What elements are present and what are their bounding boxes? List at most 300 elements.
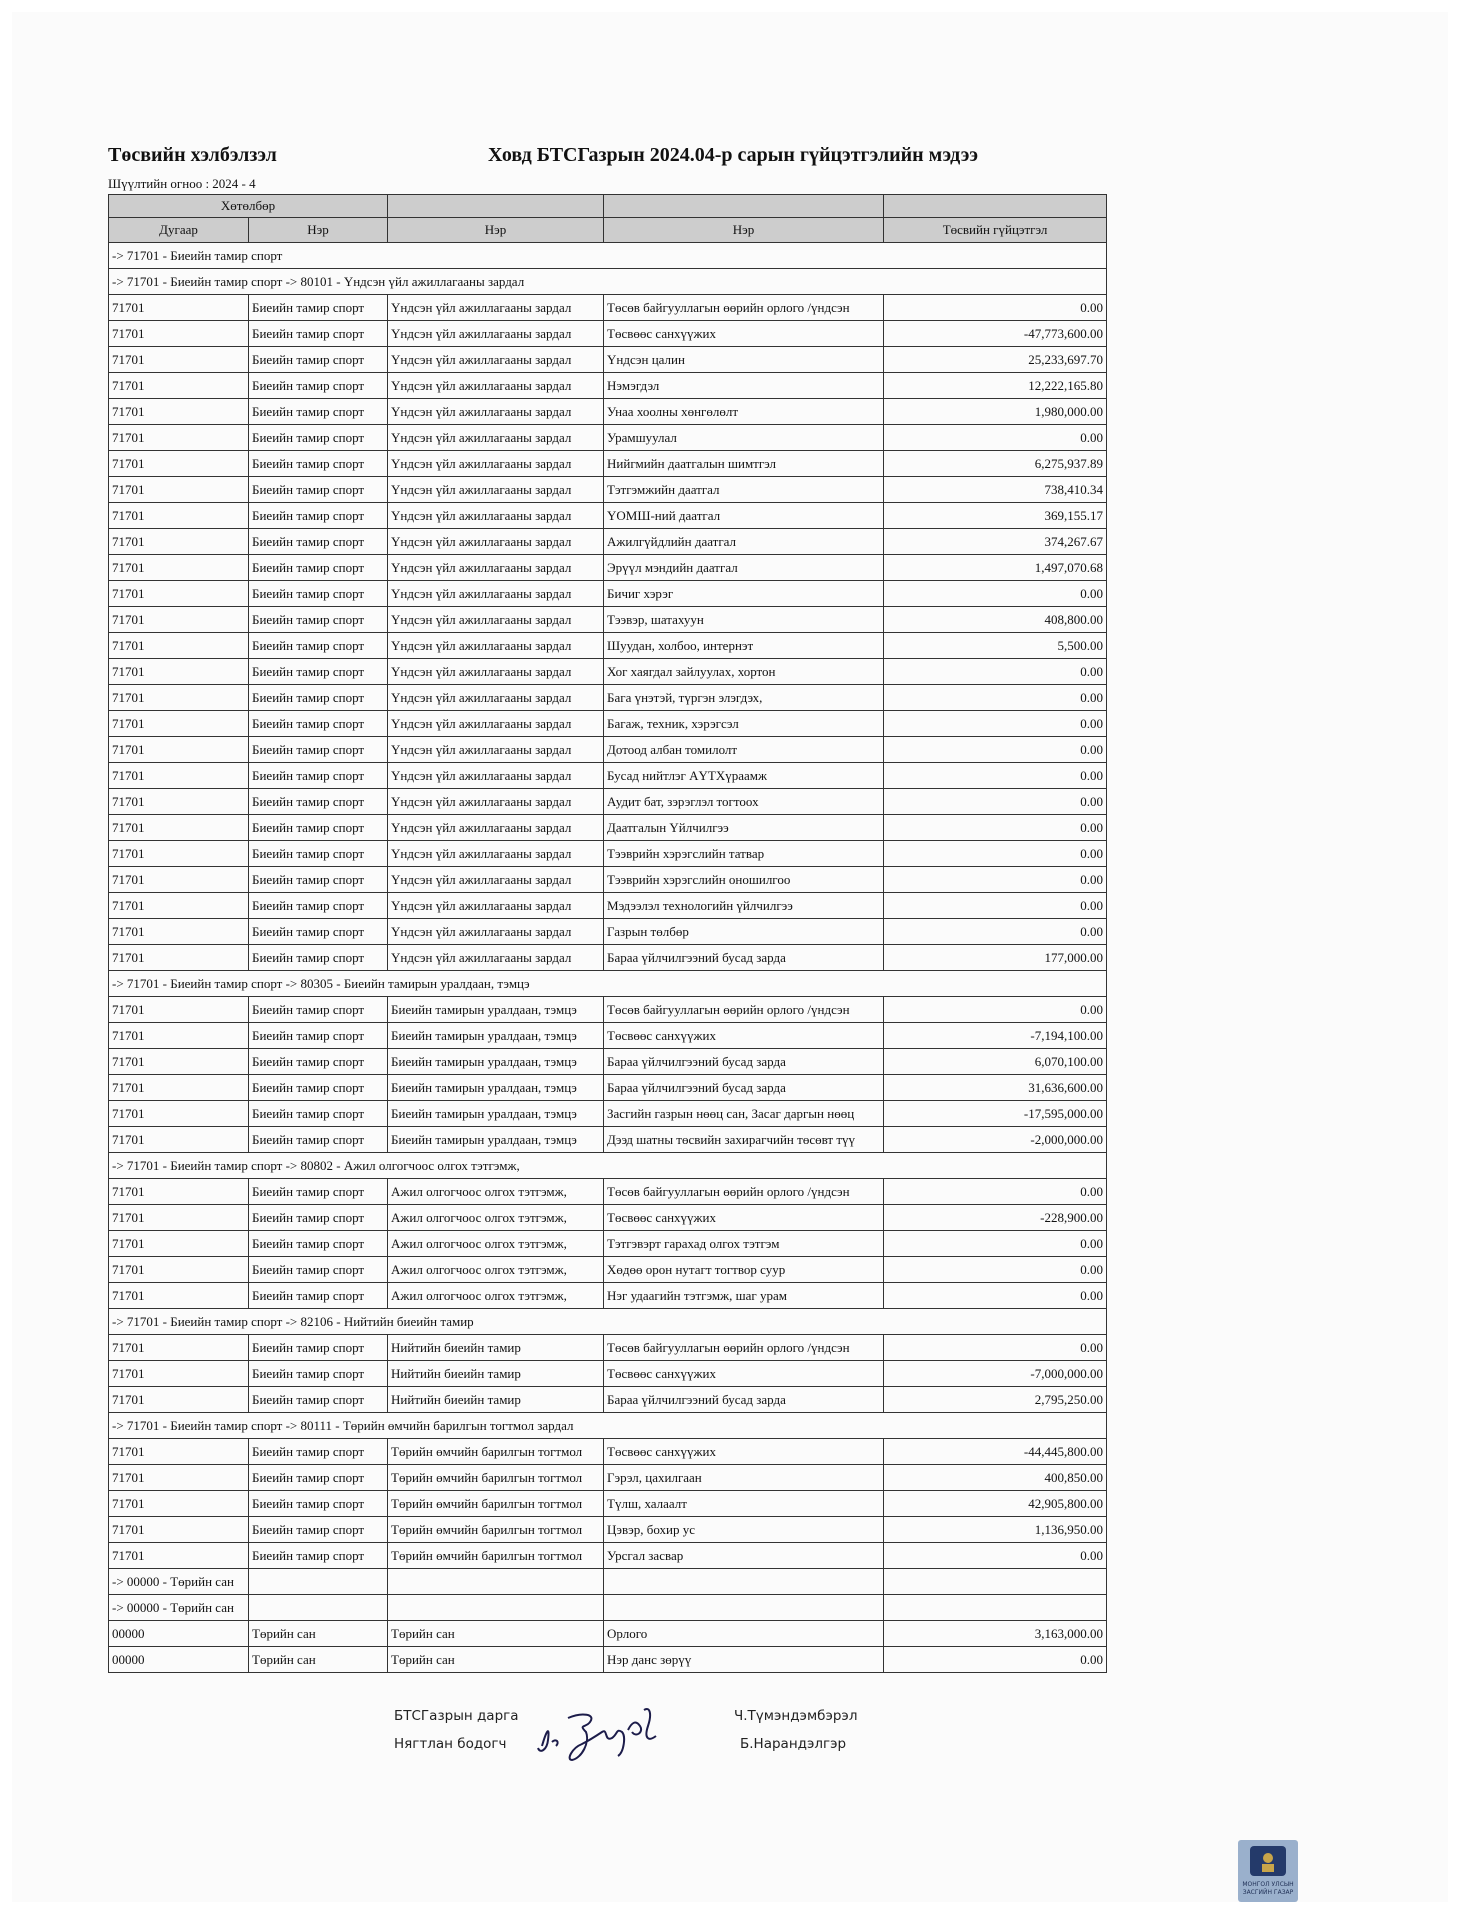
- cell-number: 71701: [109, 919, 249, 945]
- cell-amount: 408,800.00: [884, 607, 1107, 633]
- table-row: [109, 945, 1107, 971]
- cell-program-name: Биеийн тамир спорт: [249, 451, 388, 477]
- section-title: -> 71701 - Биеийн тамир спорт -> 82106 - Нийтийн биеийн тамир: [109, 1309, 1107, 1335]
- cell-number: 71701: [109, 711, 249, 737]
- cell-subprogram-name: Үндсэн үйл ажиллагааны зардал: [388, 893, 604, 919]
- cell-number: 71701: [109, 581, 249, 607]
- table-row: [109, 1023, 1107, 1049]
- cell-subprogram-name: Биеийн тамирын уралдаан, тэмцэ: [388, 1075, 604, 1101]
- table-header-row: [109, 218, 1107, 243]
- cell-item-name: Урсгал засвар: [604, 1543, 884, 1569]
- table-row: [109, 503, 1107, 529]
- cell-program-name: Биеийн тамир спорт: [249, 425, 388, 451]
- cell-subprogram-name: Үндсэн үйл ажиллагааны зардал: [388, 451, 604, 477]
- cell-program-name: Биеийн тамир спорт: [249, 1543, 388, 1569]
- cell-subprogram-name: Үндсэн үйл ажиллагааны зардал: [388, 373, 604, 399]
- cell-amount: 0.00: [884, 1283, 1107, 1309]
- section-header-row: [109, 1309, 1107, 1335]
- cell-number: 71701: [109, 1439, 249, 1465]
- table-row: [109, 347, 1107, 373]
- cell-subprogram-name: Үндсэн үйл ажиллагааны зардал: [388, 425, 604, 451]
- cell-program-name: Биеийн тамир спорт: [249, 399, 388, 425]
- cell-subprogram-name: Ажил олгогчоос олгох тэтгэмж,: [388, 1257, 604, 1283]
- table-row: [109, 1049, 1107, 1075]
- cell-subprogram-name: Биеийн тамирын уралдаан, тэмцэ: [388, 1101, 604, 1127]
- cell-item-name: Бараа үйлчилгээний бусад зарда: [604, 945, 884, 971]
- cell-subprogram-name: Үндсэн үйл ажиллагааны зардал: [388, 685, 604, 711]
- cell-amount: 0.00: [884, 893, 1107, 919]
- cell-number: 71701: [109, 1049, 249, 1075]
- table-row: [109, 425, 1107, 451]
- table-row: [109, 1101, 1107, 1127]
- table-body: [109, 243, 1107, 1673]
- cell-number: 71701: [109, 555, 249, 581]
- cell-number: 71701: [109, 997, 249, 1023]
- cell-item-name: Шуудан, холбоо, интернэт: [604, 633, 884, 659]
- section-title: -> 71701 - Биеийн тамир спорт -> 80101 - Үндсэн үйл ажиллагааны зардал: [109, 269, 1107, 295]
- cell-program-name: Биеийн тамир спорт: [249, 581, 388, 607]
- signer-role-accountant: Нягтлан бодогч: [394, 1736, 507, 1752]
- section-title: -> 71701 - Биеийн тамир спорт -> 80802 - Ажил олгогчоос олгох тэтгэмж,: [109, 1153, 1107, 1179]
- cell-number: 71701: [109, 295, 249, 321]
- cell-item-name: Унаа хоолны хөнгөлөлт: [604, 399, 884, 425]
- cell-number: 71701: [109, 945, 249, 971]
- cell-item-name: Тэтгэвэрт гарахад олгох тэтгэм: [604, 1231, 884, 1257]
- cell-item-name: Газрын төлбөр: [604, 919, 884, 945]
- col-header-number: Дугаар: [109, 218, 249, 243]
- cell-item-name: Төсөв байгууллагын өөрийн орлого /үндсэн: [604, 1179, 884, 1205]
- government-emblem: [1238, 1840, 1298, 1902]
- cell-program-name: Биеийн тамир спорт: [249, 919, 388, 945]
- cell-program-name: Биеийн тамир спорт: [249, 1231, 388, 1257]
- cell-item-name: Дээд шатны төсвийн захирагчийн төсөвт түү: [604, 1127, 884, 1153]
- cell-subprogram-name: Үндсэн үйл ажиллагааны зардал: [388, 607, 604, 633]
- cell-amount: 369,155.17: [884, 503, 1107, 529]
- cell-number: 71701: [109, 1179, 249, 1205]
- cell-amount: 0.00: [884, 1647, 1107, 1673]
- cell-subprogram-name: Биеийн тамирын уралдаан, тэмцэ: [388, 1023, 604, 1049]
- col-header-name: Нэр: [249, 218, 388, 243]
- cell-number: 71701: [109, 451, 249, 477]
- cell-item-name: Нэг удаагийн тэтгэмж, шаг урам: [604, 1283, 884, 1309]
- table-row: [109, 815, 1107, 841]
- table-row: [109, 997, 1107, 1023]
- table-row: [109, 607, 1107, 633]
- cell-subprogram-name: Нийтийн биеийн тамир: [388, 1335, 604, 1361]
- cell-subprogram-name: Үндсэн үйл ажиллагааны зардал: [388, 477, 604, 503]
- filter-date: Шүүлтийн огноо : 2024 - 4: [108, 176, 256, 191]
- cell-item-name: Хог хаягдал зайлуулах, хортон: [604, 659, 884, 685]
- cell-item-name: Бичиг хэрэг: [604, 581, 884, 607]
- report-header: [108, 144, 1103, 166]
- cell-amount: 0.00: [884, 1543, 1107, 1569]
- cell-amount: 42,905,800.00: [884, 1491, 1107, 1517]
- cell-amount: 0.00: [884, 1231, 1107, 1257]
- cell-number: 71701: [109, 685, 249, 711]
- cell-program-name: Биеийн тамир спорт: [249, 893, 388, 919]
- cell-number: 71701: [109, 841, 249, 867]
- cell-amount: 0.00: [884, 919, 1107, 945]
- cell-item-name: Төсвөөс санхүүжих: [604, 321, 884, 347]
- cell-subprogram-name: Төрийн өмчийн барилгын тогтмол: [388, 1517, 604, 1543]
- cell-subprogram-name: Үндсэн үйл ажиллагааны зардал: [388, 945, 604, 971]
- cell-item-name: Эрүүл мэндийн даатгал: [604, 555, 884, 581]
- cell-program-name: Биеийн тамир спорт: [249, 997, 388, 1023]
- cell-program-name: Биеийн тамир спорт: [249, 555, 388, 581]
- cell-item-name: Төсвөөс санхүүжих: [604, 1205, 884, 1231]
- emblem-text-2: ЗАСГИЙН ГАЗАР: [1242, 1889, 1294, 1896]
- cell-item-name: Багаж, техник, хэрэгсэл: [604, 711, 884, 737]
- cell-subprogram-name: Нийтийн биеийн тамир: [388, 1387, 604, 1413]
- cell-program-name: Биеийн тамир спорт: [249, 763, 388, 789]
- cell-item-name: Төсөв байгууллагын өөрийн орлого /үндсэн: [604, 1335, 884, 1361]
- table-row: [109, 399, 1107, 425]
- cell-item-name: Нэмэгдэл: [604, 373, 884, 399]
- cell-subprogram-name: Ажил олгогчоос олгох тэтгэмж,: [388, 1179, 604, 1205]
- table-row: [109, 685, 1107, 711]
- cell-amount: -47,773,600.00: [884, 321, 1107, 347]
- cell-subprogram-name: Төрийн сан: [388, 1621, 604, 1647]
- cell-subprogram-name: Төрийн өмчийн барилгын тогтмол: [388, 1491, 604, 1517]
- table-row: [109, 1439, 1107, 1465]
- cell-amount: 1,497,070.68: [884, 555, 1107, 581]
- table-row: [109, 1517, 1107, 1543]
- cell-program-name: Биеийн тамир спорт: [249, 867, 388, 893]
- cell-number: 71701: [109, 1231, 249, 1257]
- cell-subprogram-name: Үндсэн үйл ажиллагааны зардал: [388, 711, 604, 737]
- table-row: [109, 841, 1107, 867]
- section-header-row: [109, 971, 1107, 997]
- cell-item-name: Түлш, халаалт: [604, 1491, 884, 1517]
- cell-subprogram-name: Биеийн тамирын уралдаан, тэмцэ: [388, 997, 604, 1023]
- section-title: -> 71701 - Биеийн тамир спорт -> 80111 - Төрийн өмчийн барилгын тогтмол зардал: [109, 1413, 1107, 1439]
- cell-program-name: Биеийн тамир спорт: [249, 1387, 388, 1413]
- cell-item-name: Даатгалын Үйлчилгээ: [604, 815, 884, 841]
- cell-program-name: Биеийн тамир спорт: [249, 737, 388, 763]
- cell-amount: -7,000,000.00: [884, 1361, 1107, 1387]
- cell-amount: 0.00: [884, 1179, 1107, 1205]
- section-header-row: [109, 1569, 1107, 1595]
- cell-program-name: Биеийн тамир спорт: [249, 477, 388, 503]
- table-header-group-row: [109, 195, 1107, 218]
- section-title: -> 71701 - Биеийн тамир спорт -> 80305 - Биеийн тамирын уралдаан, тэмцэ: [109, 971, 1107, 997]
- cell-subprogram-name: Үндсэн үйл ажиллагааны зардал: [388, 815, 604, 841]
- cell-number: 71701: [109, 347, 249, 373]
- cell-amount: 0.00: [884, 685, 1107, 711]
- cell-program-name: Биеийн тамир спорт: [249, 815, 388, 841]
- cell-number: 71701: [109, 607, 249, 633]
- cell-program-name: Биеийн тамир спорт: [249, 711, 388, 737]
- cell-subprogram-name: Үндсэн үйл ажиллагааны зардал: [388, 503, 604, 529]
- cell-number: 71701: [109, 1023, 249, 1049]
- cell-item-name: Бусад нийтлэг АҮТХүраамж: [604, 763, 884, 789]
- cell-number: 71701: [109, 737, 249, 763]
- cell-item-name: Тэтгэмжийн даатгал: [604, 477, 884, 503]
- cell-program-name: Биеийн тамир спорт: [249, 1205, 388, 1231]
- cell-amount: -7,194,100.00: [884, 1023, 1107, 1049]
- cell-item-name: Төсвөөс санхүүжих: [604, 1439, 884, 1465]
- cell-amount: 0.00: [884, 763, 1107, 789]
- cell-program-name: Биеийн тамир спорт: [249, 789, 388, 815]
- cell-number: 71701: [109, 1335, 249, 1361]
- table-row: [109, 763, 1107, 789]
- cell-item-name: Төсөв байгууллагын өөрийн орлого /үндсэн: [604, 997, 884, 1023]
- cell-amount: 12,222,165.80: [884, 373, 1107, 399]
- cell-number: 71701: [109, 425, 249, 451]
- cell-amount: 6,070,100.00: [884, 1049, 1107, 1075]
- cell-number: 00000: [109, 1647, 249, 1673]
- cell-item-name: Ажилгүйдлийн даатгал: [604, 529, 884, 555]
- table-row: [109, 451, 1107, 477]
- cell-number: 71701: [109, 893, 249, 919]
- table-row: [109, 893, 1107, 919]
- table-row: [109, 1283, 1107, 1309]
- cell-subprogram-name: Үндсэн үйл ажиллагааны зардал: [388, 659, 604, 685]
- cell-amount: -228,900.00: [884, 1205, 1107, 1231]
- cell-amount: 6,275,937.89: [884, 451, 1107, 477]
- cell-number: 71701: [109, 477, 249, 503]
- cell-item-name: Цэвэр, бохир ус: [604, 1517, 884, 1543]
- cell-number: 71701: [109, 1257, 249, 1283]
- cell-number: 71701: [109, 659, 249, 685]
- cell-amount: 31,636,600.00: [884, 1075, 1107, 1101]
- table-row: [109, 1621, 1107, 1647]
- cell-amount: 400,850.00: [884, 1465, 1107, 1491]
- cell-subprogram-name: Үндсэн үйл ажиллагааны зардал: [388, 919, 604, 945]
- cell-amount: 0.00: [884, 581, 1107, 607]
- cell-item-name: Тээвэр, шатахуун: [604, 607, 884, 633]
- cell-subprogram-name: Төрийн өмчийн барилгын тогтмол: [388, 1543, 604, 1569]
- cell-amount: -2,000,000.00: [884, 1127, 1107, 1153]
- cell-amount: 0.00: [884, 1335, 1107, 1361]
- cell-program-name: Биеийн тамир спорт: [249, 1075, 388, 1101]
- cell-amount: -17,595,000.00: [884, 1101, 1107, 1127]
- cell-subprogram-name: Үндсэн үйл ажиллагааны зардал: [388, 633, 604, 659]
- col-header-name: Нэр: [388, 218, 604, 243]
- signer-name-accountant: Б.Нарандэлгэр: [740, 1736, 847, 1752]
- cell-subprogram-name: Төрийн өмчийн барилгын тогтмол: [388, 1465, 604, 1491]
- cell-amount: 0.00: [884, 867, 1107, 893]
- cell-program-name: Биеийн тамир спорт: [249, 659, 388, 685]
- cell-program-name: Биеийн тамир спорт: [249, 1335, 388, 1361]
- cell-number: 71701: [109, 815, 249, 841]
- cell-subprogram-name: Үндсэн үйл ажиллагааны зардал: [388, 867, 604, 893]
- cell-program-name: Биеийн тамир спорт: [249, 607, 388, 633]
- cell-number: 71701: [109, 1283, 249, 1309]
- cell-subprogram-name: Үндсэн үйл ажиллагааны зардал: [388, 321, 604, 347]
- table-row: [109, 295, 1107, 321]
- cell-amount: 1,136,950.00: [884, 1517, 1107, 1543]
- cell-item-name: Мэдээлэл технологийн үйлчилгээ: [604, 893, 884, 919]
- cell-program-name: Биеийн тамир спорт: [249, 295, 388, 321]
- table-row: [109, 1231, 1107, 1257]
- table-row: [109, 1075, 1107, 1101]
- col-header-name: Нэр: [604, 218, 884, 243]
- table-row: [109, 555, 1107, 581]
- cell-amount: -44,445,800.00: [884, 1439, 1107, 1465]
- cell-number: 71701: [109, 1361, 249, 1387]
- cell-amount: 3,163,000.00: [884, 1621, 1107, 1647]
- cell-number: 71701: [109, 1465, 249, 1491]
- section-title: -> 00000 - Төрийн сан: [109, 1569, 249, 1595]
- table-row: [109, 633, 1107, 659]
- cell-program-name: Биеийн тамир спорт: [249, 1491, 388, 1517]
- cell-subprogram-name: Ажил олгогчоос олгох тэтгэмж,: [388, 1205, 604, 1231]
- cell-amount: 2,795,250.00: [884, 1387, 1107, 1413]
- cell-item-name: Нэр данс зөрүү: [604, 1647, 884, 1673]
- table-row: [109, 1387, 1107, 1413]
- section-header-row: [109, 1413, 1107, 1439]
- cell-amount: 0.00: [884, 841, 1107, 867]
- budget-table: [108, 194, 1107, 1673]
- table-row: [109, 1127, 1107, 1153]
- cell-item-name: Үндсэн цалин: [604, 347, 884, 373]
- cell-program-name: Биеийн тамир спорт: [249, 373, 388, 399]
- table-row: [109, 321, 1107, 347]
- cell-amount: 0.00: [884, 1257, 1107, 1283]
- cell-program-name: Биеийн тамир спорт: [249, 1361, 388, 1387]
- signer-name-director: Ч.Түмэндэмбэрэл: [734, 1708, 858, 1724]
- table-row: [109, 1257, 1107, 1283]
- cell-number: 71701: [109, 1491, 249, 1517]
- cell-amount: 0.00: [884, 737, 1107, 763]
- cell-program-name: Биеийн тамир спорт: [249, 1517, 388, 1543]
- cell-subprogram-name: Үндсэн үйл ажиллагааны зардал: [388, 347, 604, 373]
- cell-program-name: Биеийн тамир спорт: [249, 1023, 388, 1049]
- cell-subprogram-name: Биеийн тамирын уралдаан, тэмцэ: [388, 1049, 604, 1075]
- table-row: [109, 867, 1107, 893]
- table-row: [109, 1205, 1107, 1231]
- cell-item-name: Тээврийн хэрэгслийн оношилгоо: [604, 867, 884, 893]
- cell-program-name: Биеийн тамир спорт: [249, 1101, 388, 1127]
- cell-program-name: Биеийн тамир спорт: [249, 1257, 388, 1283]
- cell-program-name: Биеийн тамир спорт: [249, 1127, 388, 1153]
- emblem-text-1: МОНГОЛ УЛСЫН: [1242, 1881, 1294, 1888]
- cell-program-name: Биеийн тамир спорт: [249, 945, 388, 971]
- section-header-row: [109, 1595, 1107, 1621]
- cell-number: 71701: [109, 1205, 249, 1231]
- cell-subprogram-name: Үндсэн үйл ажиллагааны зардал: [388, 789, 604, 815]
- cell-amount: 0.00: [884, 425, 1107, 451]
- cell-number: 71701: [109, 867, 249, 893]
- cell-amount: 0.00: [884, 997, 1107, 1023]
- cell-item-name: Тээврийн хэрэгслийн татвар: [604, 841, 884, 867]
- cell-subprogram-name: Үндсэн үйл ажиллагааны зардал: [388, 529, 604, 555]
- cell-amount: 0.00: [884, 659, 1107, 685]
- table-row: [109, 1179, 1107, 1205]
- table-row: [109, 477, 1107, 503]
- cell-item-name: Урамшуулал: [604, 425, 884, 451]
- cell-amount: 5,500.00: [884, 633, 1107, 659]
- cell-item-name: Бараа үйлчилгээний бусад зарда: [604, 1075, 884, 1101]
- cell-amount: 25,233,697.70: [884, 347, 1107, 373]
- cell-subprogram-name: Үндсэн үйл ажиллагааны зардал: [388, 737, 604, 763]
- cell-subprogram-name: Үндсэн үйл ажиллагааны зардал: [388, 841, 604, 867]
- cell-program-name: Биеийн тамир спорт: [249, 1283, 388, 1309]
- signer-role-director: БТСГазрын дарга: [394, 1708, 519, 1724]
- table-row: [109, 581, 1107, 607]
- cell-number: 71701: [109, 1387, 249, 1413]
- cell-number: 71701: [109, 789, 249, 815]
- table-row: [109, 1465, 1107, 1491]
- cell-program-name: Биеийн тамир спорт: [249, 1465, 388, 1491]
- cell-program-name: Биеийн тамир спорт: [249, 321, 388, 347]
- cell-number: 71701: [109, 373, 249, 399]
- cell-amount: 0.00: [884, 711, 1107, 737]
- cell-subprogram-name: Төрийн сан: [388, 1647, 604, 1673]
- table-row: [109, 789, 1107, 815]
- section-title: -> 71701 - Биеийн тамир спорт: [109, 243, 1107, 269]
- cell-program-name: Биеийн тамир спорт: [249, 503, 388, 529]
- table-row: [109, 1647, 1107, 1673]
- cell-number: 71701: [109, 503, 249, 529]
- cell-number: 71701: [109, 399, 249, 425]
- cell-program-name: Биеийн тамир спорт: [249, 841, 388, 867]
- section-header-row: [109, 1153, 1107, 1179]
- cell-item-name: Дотоод албан томилолт: [604, 737, 884, 763]
- cell-number: 71701: [109, 1075, 249, 1101]
- cell-program-name: Биеийн тамир спорт: [249, 1439, 388, 1465]
- cell-subprogram-name: Ажил олгогчоос олгох тэтгэмж,: [388, 1231, 604, 1257]
- report-type-title: Төсвийн хэлбэлзэл: [108, 144, 277, 166]
- program-group-header: Хөтөлбөр: [109, 195, 388, 218]
- cell-number: 71701: [109, 1101, 249, 1127]
- section-title: -> 00000 - Төрийн сан: [109, 1595, 249, 1621]
- cell-item-name: Бараа үйлчилгээний бусад зарда: [604, 1387, 884, 1413]
- cell-amount: 0.00: [884, 815, 1107, 841]
- cell-program-name: Төрийн сан: [249, 1621, 388, 1647]
- table-row: [109, 711, 1107, 737]
- table-row: [109, 659, 1107, 685]
- cell-item-name: Төсвөөс санхүүжих: [604, 1023, 884, 1049]
- cell-amount: 177,000.00: [884, 945, 1107, 971]
- cell-item-name: Гэрэл, цахилгаан: [604, 1465, 884, 1491]
- cell-number: 71701: [109, 1127, 249, 1153]
- cell-amount: 738,410.34: [884, 477, 1107, 503]
- cell-item-name: Төсөв байгууллагын өөрийн орлого /үндсэн: [604, 295, 884, 321]
- cell-program-name: Биеийн тамир спорт: [249, 1049, 388, 1075]
- cell-subprogram-name: Үндсэн үйл ажиллагааны зардал: [388, 581, 604, 607]
- table-row: [109, 1335, 1107, 1361]
- cell-subprogram-name: Биеийн тамирын уралдаан, тэмцэ: [388, 1127, 604, 1153]
- table-row: [109, 1491, 1107, 1517]
- report-title: Ховд БТСГазрын 2024.04-р сарын гүйцэтгэлийн мэдээ: [488, 144, 979, 166]
- table-row: [109, 1361, 1107, 1387]
- cell-number: 00000: [109, 1621, 249, 1647]
- cell-amount: 374,267.67: [884, 529, 1107, 555]
- cell-subprogram-name: Үндсэн үйл ажиллагааны зардал: [388, 763, 604, 789]
- table-row: [109, 373, 1107, 399]
- cell-subprogram-name: Үндсэн үйл ажиллагааны зардал: [388, 399, 604, 425]
- section-header-row: [109, 269, 1107, 295]
- cell-item-name: Нийгмийн даатгалын шимтгэл: [604, 451, 884, 477]
- cell-amount: 1,980,000.00: [884, 399, 1107, 425]
- cell-subprogram-name: Үндсэн үйл ажиллагааны зардал: [388, 555, 604, 581]
- cell-program-name: Биеийн тамир спорт: [249, 347, 388, 373]
- cell-program-name: Биеийн тамир спорт: [249, 633, 388, 659]
- cell-item-name: Аудит бат, зэрэглэл тогтоох: [604, 789, 884, 815]
- cell-subprogram-name: Үндсэн үйл ажиллагааны зардал: [388, 295, 604, 321]
- cell-program-name: Биеийн тамир спорт: [249, 685, 388, 711]
- cell-subprogram-name: Ажил олгогчоос олгох тэтгэмж,: [388, 1283, 604, 1309]
- table-row: [109, 919, 1107, 945]
- cell-number: 71701: [109, 321, 249, 347]
- cell-number: 71701: [109, 763, 249, 789]
- cell-item-name: Хөдөө орон нутагт тогтвор суур: [604, 1257, 884, 1283]
- table-row: [109, 1543, 1107, 1569]
- handwritten-signature: [532, 1702, 682, 1762]
- cell-item-name: ҮОМШ-ний даатгал: [604, 503, 884, 529]
